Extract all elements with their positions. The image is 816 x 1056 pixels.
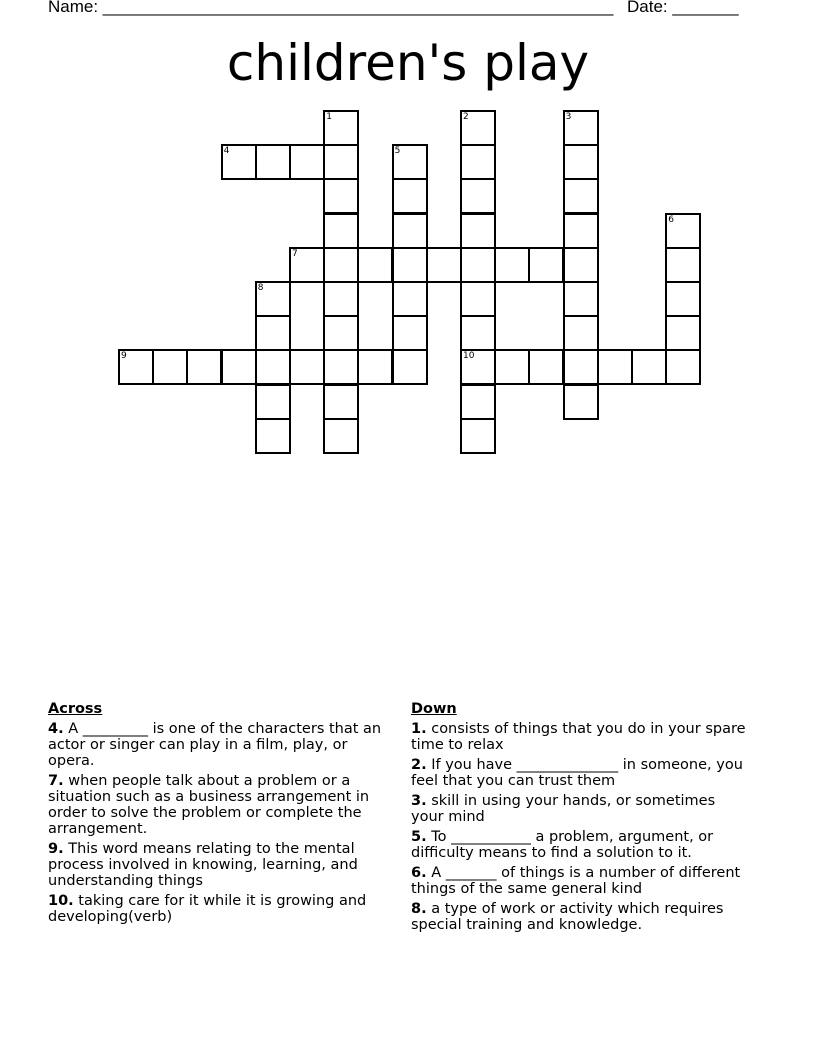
cell-number: 4 [223,146,230,157]
clue-text: consists of things that you do in your spare time to relax [411,721,746,753]
cell-number: 6 [668,214,674,225]
crossword-cell[interactable] [152,349,188,385]
clue-number: 6. [411,865,427,881]
crossword-cell[interactable] [665,213,701,249]
crossword-cell[interactable] [255,349,291,385]
crossword-cell[interactable] [563,384,599,420]
clue-across-4 [48,721,388,769]
puzzle-title: children's play [226,34,590,92]
clue-down-1 [411,721,751,753]
clue-number: 2. [411,757,427,773]
cell-number: 8 [257,283,264,293]
cell-number: 7 [292,248,298,259]
crossword-cell[interactable] [392,349,428,385]
crossword-cell[interactable] [460,315,496,351]
crossword-cell[interactable] [323,281,359,317]
crossword-cell[interactable] [563,315,599,351]
clue-number: 5. [411,829,427,845]
crossword-cell[interactable] [563,213,599,249]
clue-text: This word means relating to the mental process involved in knowing, learning, and understanding things [48,841,358,889]
crossword-cell[interactable] [631,349,667,385]
clue-text: A _______ of things is a number of different things of the same general kind [411,865,741,897]
clue-text: skill in using your hands, or sometimes your mind [411,793,716,825]
crossword-cell[interactable] [357,247,393,283]
clue-text: If you have ______________ in someone, you feel that you can trust them [411,757,743,789]
crossword-cell[interactable] [118,349,154,385]
name-field-label: Name: ______________________________________________________ [48,0,614,16]
crossword-cell[interactable] [563,178,599,214]
clue-number: 10. [48,893,74,909]
clue-down-3 [411,793,751,825]
crossword-cell[interactable] [289,349,325,385]
crossword-cell[interactable] [665,315,701,351]
crossword-cell[interactable] [528,247,564,283]
clue-across-9 [48,841,388,889]
crossword-cell[interactable] [255,418,291,454]
crossword-cell[interactable] [323,110,359,146]
clue-across-7 [48,773,388,837]
clue-text: To ___________ a problem, argument, or difficulty means to find a solution to it. [411,829,714,861]
crossword-cell[interactable] [460,384,496,420]
cell-number: 10 [463,351,475,362]
crossword-cell[interactable] [597,349,633,385]
crossword-cell[interactable] [528,349,564,385]
crossword-cell[interactable] [255,144,291,180]
crossword-cell[interactable] [323,315,359,351]
crossword-cell[interactable] [323,144,359,180]
across-heading: Across [48,701,103,717]
down-heading: Down [411,701,457,717]
crossword-cell[interactable] [221,144,257,180]
crossword-cell[interactable] [392,213,428,249]
clue-number: 7. [48,773,64,789]
crossword-cell[interactable] [494,247,530,283]
crossword-cell[interactable] [563,144,599,180]
crossword-cell[interactable] [323,384,359,420]
crossword-cell[interactable] [460,247,496,283]
clue-text: when people talk about a problem or a situation such as a business arrangement in order to solve the problem or complete the arrangement. [48,773,370,837]
crossword-cell[interactable] [392,144,428,180]
crossword-cell[interactable] [392,178,428,214]
crossword-cell[interactable] [323,349,359,385]
clue-number: 1. [411,721,427,737]
crossword-cell[interactable] [323,418,359,454]
cell-number: 9 [121,351,127,362]
cell-number: 1 [326,112,332,122]
clue-down-5 [411,829,751,861]
crossword-cell[interactable] [426,247,462,283]
clue-across-10 [48,893,388,925]
crossword-cell[interactable] [392,315,428,351]
crossword-cell[interactable] [460,213,496,249]
crossword-cell[interactable] [665,349,701,385]
clue-number: 8. [411,901,427,917]
crossword-cell[interactable] [255,315,291,351]
crossword-cell[interactable] [563,247,599,283]
down-clues [411,701,751,937]
crossword-cell[interactable] [323,247,359,283]
crossword-cell[interactable] [255,281,291,317]
clue-down-6 [411,865,751,897]
cell-number: 5 [394,146,401,157]
date-field-label: Date: _______ [627,0,739,16]
crossword-cell[interactable] [460,281,496,317]
crossword-cell[interactable] [255,384,291,420]
crossword-cell[interactable] [460,349,496,385]
crossword-cell[interactable] [460,144,496,180]
cell-number: 3 [565,112,572,122]
clue-number: 9. [48,841,64,857]
crossword-cell[interactable] [323,213,359,249]
crossword-cell[interactable] [186,349,222,385]
crossword-cell[interactable] [665,281,701,317]
crossword-cell[interactable] [289,144,325,180]
crossword-cell[interactable] [392,247,428,283]
crossword-cell[interactable] [665,247,701,283]
clue-down-2 [411,757,751,789]
crossword-cell[interactable] [563,110,599,146]
crossword-cell[interactable] [323,178,359,214]
across-clues [48,701,388,929]
clue-down-8 [411,901,751,933]
crossword-cell[interactable] [460,110,496,146]
clue-text: a type of work or activity which requires special training and knowledge. [411,901,724,933]
clue-text: A _________ is one of the characters that an actor or singer can play in a film, play, or opera. [48,721,382,769]
clue-number: 3. [411,793,427,809]
crossword-cell[interactable] [563,281,599,317]
crossword-cell[interactable] [392,281,428,317]
cell-number: 2 [463,112,469,122]
crossword-cell[interactable] [460,178,496,214]
clue-number: 4. [48,721,64,737]
crossword-cell[interactable] [289,247,325,283]
crossword-cell[interactable] [460,418,496,454]
crossword-grid [0,0,816,470]
crossword-cell[interactable] [221,349,257,385]
crossword-cell[interactable] [357,349,393,385]
clue-text: taking care for it while it is growing and developing(verb) [48,893,367,925]
crossword-cell[interactable] [563,349,599,385]
crossword-cell[interactable] [494,349,530,385]
